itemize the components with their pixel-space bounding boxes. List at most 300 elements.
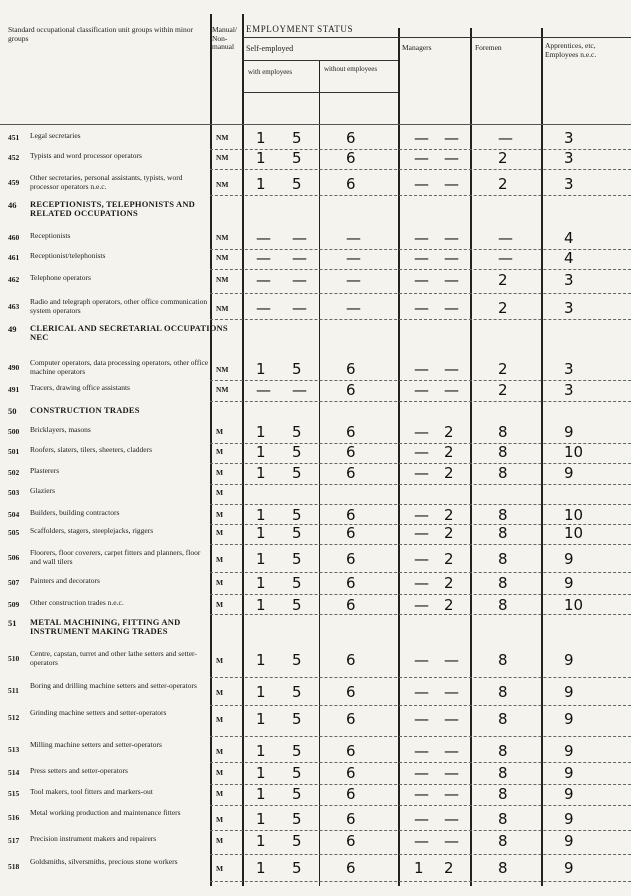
status-code-d: — bbox=[414, 710, 429, 728]
occupation-code: 462 bbox=[8, 275, 20, 284]
status-code-a: 1 bbox=[256, 175, 266, 193]
header-rule bbox=[242, 60, 398, 61]
row-separator bbox=[210, 319, 631, 320]
status-code-a: 1 bbox=[256, 506, 266, 524]
status-code-d: — bbox=[414, 271, 429, 289]
status-code-c: 6 bbox=[346, 360, 356, 378]
table-row bbox=[0, 130, 631, 150]
status-code-g: 3 bbox=[564, 381, 574, 399]
table-row bbox=[0, 547, 631, 573]
manual-nonmanual-code: M bbox=[216, 768, 224, 777]
status-code-g: 3 bbox=[564, 149, 574, 167]
status-code-e: 2 bbox=[444, 596, 454, 614]
status-code-a: 1 bbox=[256, 596, 266, 614]
status-code-f: 8 bbox=[498, 524, 508, 542]
status-code-c: 6 bbox=[346, 859, 356, 877]
status-code-g: 10 bbox=[564, 443, 584, 461]
status-code-b: — bbox=[292, 271, 307, 289]
status-code-a: 1 bbox=[256, 651, 266, 669]
table-row bbox=[0, 465, 631, 485]
status-code-d: — bbox=[414, 810, 429, 828]
occupation-code: 451 bbox=[8, 133, 20, 142]
occupation-title: Boring and drilling machine setters and setter-operators bbox=[30, 681, 197, 690]
status-code-c: 6 bbox=[346, 175, 356, 193]
group-heading-row bbox=[0, 404, 631, 422]
status-code-d: — bbox=[414, 175, 429, 193]
manual-nonmanual-code: M bbox=[216, 468, 224, 477]
status-code-g: 9 bbox=[564, 710, 574, 728]
status-code-c: 6 bbox=[346, 506, 356, 524]
status-code-f: 8 bbox=[498, 764, 508, 782]
status-code-b: 5 bbox=[292, 785, 302, 803]
status-code-g: 10 bbox=[564, 596, 584, 614]
table-row bbox=[0, 230, 631, 250]
status-code-e: 2 bbox=[444, 524, 454, 542]
status-code-a: — bbox=[256, 229, 271, 247]
status-code-a: 1 bbox=[256, 423, 266, 441]
status-code-f: 8 bbox=[498, 443, 508, 461]
manual-nonmanual-code: NM bbox=[216, 275, 229, 284]
status-code-e: 2 bbox=[444, 550, 454, 568]
occupation-code: 513 bbox=[8, 745, 20, 754]
status-code-b: 5 bbox=[292, 149, 302, 167]
occupation-code: 507 bbox=[8, 578, 20, 587]
occupation-code: 512 bbox=[8, 713, 20, 722]
table-row bbox=[0, 357, 631, 381]
occupation-title: Other construction trades n.e.c. bbox=[30, 598, 124, 607]
status-code-a: 1 bbox=[256, 810, 266, 828]
status-code-d: — bbox=[414, 506, 429, 524]
status-code-d: — bbox=[414, 464, 429, 482]
status-code-b: 5 bbox=[292, 683, 302, 701]
status-code-b: — bbox=[292, 299, 307, 317]
occupation-code: 510 bbox=[8, 654, 20, 663]
status-code-b: 5 bbox=[292, 524, 302, 542]
occupation-title: Metal working production and maintenance fitters bbox=[30, 808, 181, 817]
header-rule bbox=[242, 92, 398, 93]
table-row bbox=[0, 507, 631, 525]
occupation-code: 50 bbox=[8, 406, 17, 416]
status-code-f: 8 bbox=[498, 651, 508, 669]
header-rule bbox=[242, 37, 631, 38]
occupation-title: Grinding machine setters and setter-operators bbox=[30, 708, 167, 717]
occupation-title: METAL MACHINING, FITTING AND INSTRUMENT MAKING TRADES bbox=[30, 617, 181, 636]
manual-nonmanual-code: M bbox=[216, 836, 224, 845]
status-code-b: 5 bbox=[292, 764, 302, 782]
manual-nonmanual-code: M bbox=[216, 510, 224, 519]
status-code-e: — bbox=[444, 683, 459, 701]
status-code-e: 2 bbox=[444, 423, 454, 441]
occupation-title: Centre, capstan, turret and other lathe setters and setter-operators bbox=[30, 649, 197, 667]
occupation-title: Receptionists bbox=[30, 231, 71, 240]
manual-nonmanual-code: M bbox=[216, 815, 224, 824]
status-code-e: — bbox=[444, 810, 459, 828]
status-code-g: 9 bbox=[564, 764, 574, 782]
occupation-title: CONSTRUCTION TRADES bbox=[30, 405, 140, 415]
status-code-d: — bbox=[414, 764, 429, 782]
status-code-f: — bbox=[498, 229, 513, 247]
status-code-d: — bbox=[414, 550, 429, 568]
occupation-title: Computer operators, data processing operators, other office machine operators bbox=[30, 358, 209, 376]
status-code-a: 1 bbox=[256, 859, 266, 877]
status-code-d: — bbox=[414, 742, 429, 760]
status-code-c: — bbox=[346, 299, 361, 317]
status-code-b: 5 bbox=[292, 550, 302, 568]
status-code-d: — bbox=[414, 249, 429, 267]
header-apprentices: Apprentices, etc, Employees n.e.c. bbox=[545, 41, 597, 59]
status-code-b: 5 bbox=[292, 360, 302, 378]
status-code-g: 9 bbox=[564, 832, 574, 850]
status-code-d: — bbox=[414, 596, 429, 614]
manual-nonmanual-code: NM bbox=[216, 153, 229, 162]
status-code-e: — bbox=[444, 229, 459, 247]
status-code-c: 6 bbox=[346, 832, 356, 850]
status-code-b: 5 bbox=[292, 832, 302, 850]
status-code-c: 6 bbox=[346, 524, 356, 542]
status-code-g: 9 bbox=[564, 683, 574, 701]
status-code-d: — bbox=[414, 524, 429, 542]
status-code-g: 3 bbox=[564, 360, 574, 378]
group-heading-row bbox=[0, 616, 631, 646]
status-code-b: 5 bbox=[292, 175, 302, 193]
occupation-code: 506 bbox=[8, 553, 20, 562]
status-code-f: — bbox=[498, 249, 513, 267]
status-code-a: 1 bbox=[256, 360, 266, 378]
occupation-code: 505 bbox=[8, 528, 20, 537]
status-code-e: — bbox=[444, 764, 459, 782]
manual-nonmanual-code: NM bbox=[216, 304, 229, 313]
status-code-f: 8 bbox=[498, 859, 508, 877]
manual-nonmanual-code: M bbox=[216, 447, 224, 456]
status-code-c: 6 bbox=[346, 574, 356, 592]
status-code-c: — bbox=[346, 271, 361, 289]
occupation-code: 504 bbox=[8, 510, 20, 519]
status-code-f: 2 bbox=[498, 175, 508, 193]
occupation-code: 452 bbox=[8, 153, 20, 162]
occupation-title: Builders, building contractors bbox=[30, 508, 120, 517]
header-without-employees: without employees bbox=[324, 65, 378, 73]
status-code-b: 5 bbox=[292, 506, 302, 524]
status-code-b: 5 bbox=[292, 129, 302, 147]
occupation-code: 461 bbox=[8, 253, 20, 262]
status-code-d: — bbox=[414, 785, 429, 803]
row-separator bbox=[210, 195, 631, 196]
status-code-b: 5 bbox=[292, 710, 302, 728]
occupation-title: Glaziers bbox=[30, 486, 55, 495]
occupation-title: Roofers, slaters, tilers, sheeters, cladders bbox=[30, 445, 153, 454]
table-row bbox=[0, 856, 631, 882]
occupation-code: 511 bbox=[8, 686, 19, 695]
table-row bbox=[0, 525, 631, 545]
status-code-e: 2 bbox=[444, 574, 454, 592]
status-code-f: 8 bbox=[498, 596, 508, 614]
table-row bbox=[0, 833, 631, 855]
status-code-f: 8 bbox=[498, 574, 508, 592]
status-code-d: — bbox=[414, 683, 429, 701]
status-code-e: — bbox=[444, 129, 459, 147]
manual-nonmanual-code: M bbox=[216, 747, 224, 756]
status-code-c: 6 bbox=[346, 683, 356, 701]
row-separator bbox=[210, 805, 631, 806]
status-code-d: — bbox=[414, 229, 429, 247]
status-code-a: 1 bbox=[256, 524, 266, 542]
table-row bbox=[0, 786, 631, 806]
status-code-g: 9 bbox=[564, 550, 574, 568]
occupation-code: 459 bbox=[8, 178, 20, 187]
occupation-code: 518 bbox=[8, 862, 20, 871]
status-code-g: 4 bbox=[564, 229, 574, 247]
manual-nonmanual-code: M bbox=[216, 600, 224, 609]
status-code-a: 1 bbox=[256, 129, 266, 147]
status-code-e: — bbox=[444, 249, 459, 267]
table-row bbox=[0, 680, 631, 706]
status-code-g: 9 bbox=[564, 785, 574, 803]
occupation-code: 515 bbox=[8, 789, 20, 798]
row-separator bbox=[210, 293, 631, 294]
status-code-e: 2 bbox=[444, 443, 454, 461]
occupation-code: 516 bbox=[8, 813, 20, 822]
status-code-a: 1 bbox=[256, 550, 266, 568]
table-row bbox=[0, 707, 631, 737]
occupation-title: Precision instrument makers and repairers bbox=[30, 834, 157, 843]
table-row bbox=[0, 250, 631, 270]
status-code-c: 6 bbox=[346, 381, 356, 399]
status-code-d: — bbox=[414, 651, 429, 669]
row-separator bbox=[210, 881, 631, 882]
occupation-title: RECEPTIONISTS, TELEPHONISTS AND RELATED OCCUPATIONS bbox=[30, 199, 195, 218]
occupation-code: 501 bbox=[8, 447, 20, 456]
occupation-code: 460 bbox=[8, 233, 20, 242]
status-code-c: 6 bbox=[346, 464, 356, 482]
occupation-code: 500 bbox=[8, 427, 20, 436]
status-code-c: 6 bbox=[346, 710, 356, 728]
status-code-g: 10 bbox=[564, 506, 584, 524]
occupation-title: Plasterers bbox=[30, 466, 60, 475]
status-code-e: — bbox=[444, 651, 459, 669]
status-code-b: 5 bbox=[292, 464, 302, 482]
status-code-a: 1 bbox=[256, 464, 266, 482]
occupation-code: 509 bbox=[8, 600, 20, 609]
occupation-title: Legal secretaries bbox=[30, 131, 81, 140]
table-row bbox=[0, 444, 631, 464]
occupation-title: Radio and telegraph operators, other office communication system operators bbox=[30, 297, 208, 315]
header-with-employees: with employees bbox=[248, 68, 293, 76]
status-code-d: — bbox=[414, 299, 429, 317]
status-code-d: — bbox=[414, 360, 429, 378]
status-code-e: — bbox=[444, 360, 459, 378]
occupation-title: Telephone operators bbox=[30, 273, 91, 282]
occupation-title: Scaffolders, stagers, steeplejacks, riggers bbox=[30, 526, 154, 535]
status-code-g: 9 bbox=[564, 651, 574, 669]
status-code-f: 8 bbox=[498, 550, 508, 568]
table-row bbox=[0, 765, 631, 785]
status-code-a: 1 bbox=[256, 683, 266, 701]
occupation-code: 503 bbox=[8, 488, 20, 497]
manual-nonmanual-code: M bbox=[216, 555, 224, 564]
row-separator bbox=[210, 736, 631, 737]
status-code-f: 8 bbox=[498, 832, 508, 850]
status-code-d: — bbox=[414, 574, 429, 592]
status-code-f: — bbox=[498, 129, 513, 147]
status-code-e: 2 bbox=[444, 859, 454, 877]
table-row bbox=[0, 807, 631, 831]
occupation-title: Other secretaries, personal assistants, typists, word processor operators n.e.c. bbox=[30, 173, 183, 191]
status-code-f: 8 bbox=[498, 810, 508, 828]
manual-nonmanual-code: M bbox=[216, 488, 224, 497]
row-separator bbox=[210, 762, 631, 763]
status-code-c: — bbox=[346, 229, 361, 247]
row-separator bbox=[210, 401, 631, 402]
status-code-a: 1 bbox=[256, 742, 266, 760]
status-code-g: 4 bbox=[564, 249, 574, 267]
status-code-g: 3 bbox=[564, 299, 574, 317]
status-code-g: 3 bbox=[564, 175, 574, 193]
header-foremen: Foremen bbox=[475, 43, 502, 52]
row-separator bbox=[210, 677, 631, 678]
header-managers: Managers bbox=[402, 43, 432, 52]
manual-nonmanual-code: NM bbox=[216, 365, 229, 374]
occupation-code: 490 bbox=[8, 363, 20, 372]
table-row bbox=[0, 272, 631, 294]
status-code-g: 9 bbox=[564, 464, 574, 482]
header-classification: Standard occupational classification unit groups within minor groups bbox=[8, 25, 193, 43]
occupation-title: Painters and decorators bbox=[30, 576, 100, 585]
status-code-f: 2 bbox=[498, 381, 508, 399]
status-code-e: — bbox=[444, 381, 459, 399]
row-separator bbox=[210, 854, 631, 855]
status-code-e: 2 bbox=[444, 464, 454, 482]
occupation-code: 46 bbox=[8, 200, 17, 210]
header-rule bbox=[0, 124, 631, 125]
status-code-b: 5 bbox=[292, 742, 302, 760]
status-code-e: — bbox=[444, 175, 459, 193]
occupation-title: Press setters and setter-operators bbox=[30, 766, 128, 775]
manual-nonmanual-code: M bbox=[216, 528, 224, 537]
status-code-g: 9 bbox=[564, 742, 574, 760]
status-code-g: 9 bbox=[564, 859, 574, 877]
status-code-c: 6 bbox=[346, 785, 356, 803]
occupation-code: 517 bbox=[8, 836, 20, 845]
status-code-b: 5 bbox=[292, 810, 302, 828]
status-code-d: — bbox=[414, 129, 429, 147]
status-code-f: 2 bbox=[498, 299, 508, 317]
status-code-e: — bbox=[444, 271, 459, 289]
status-code-g: 3 bbox=[564, 271, 574, 289]
status-code-c: 6 bbox=[346, 443, 356, 461]
status-code-c: — bbox=[346, 249, 361, 267]
status-code-a: 1 bbox=[256, 832, 266, 850]
header-manual: Manual/ Non-manual bbox=[212, 25, 237, 51]
manual-nonmanual-code: M bbox=[216, 715, 224, 724]
row-separator bbox=[210, 269, 631, 270]
status-code-e: — bbox=[444, 710, 459, 728]
status-code-c: 6 bbox=[346, 550, 356, 568]
status-code-a: 1 bbox=[256, 443, 266, 461]
occupation-code: 502 bbox=[8, 468, 20, 477]
status-code-c: 6 bbox=[346, 596, 356, 614]
status-code-c: 6 bbox=[346, 742, 356, 760]
manual-nonmanual-code: M bbox=[216, 427, 224, 436]
status-code-e: — bbox=[444, 832, 459, 850]
manual-nonmanual-code: NM bbox=[216, 133, 229, 142]
status-code-b: 5 bbox=[292, 423, 302, 441]
row-separator bbox=[210, 594, 631, 595]
status-code-f: 8 bbox=[498, 506, 508, 524]
occupation-title: Floorers, floor coverers, carpet fitters and planners, floor and wall tilers bbox=[30, 548, 201, 566]
row-separator bbox=[210, 169, 631, 170]
status-code-d: 1 bbox=[414, 859, 424, 877]
status-code-d: — bbox=[414, 443, 429, 461]
occupation-title: Typists and word processor operators bbox=[30, 151, 142, 160]
status-code-e: — bbox=[444, 299, 459, 317]
status-code-f: 8 bbox=[498, 464, 508, 482]
status-code-b: 5 bbox=[292, 859, 302, 877]
status-code-e: 2 bbox=[444, 506, 454, 524]
group-heading-row bbox=[0, 198, 631, 226]
status-code-d: — bbox=[414, 832, 429, 850]
status-code-a: 1 bbox=[256, 149, 266, 167]
header-employment-status: EMPLOYMENT STATUS bbox=[246, 24, 354, 34]
status-code-a: — bbox=[256, 249, 271, 267]
manual-nonmanual-code: M bbox=[216, 688, 224, 697]
status-code-g: 10 bbox=[564, 524, 584, 542]
manual-nonmanual-code: NM bbox=[216, 233, 229, 242]
status-code-f: 8 bbox=[498, 785, 508, 803]
status-code-f: 8 bbox=[498, 423, 508, 441]
status-code-b: 5 bbox=[292, 596, 302, 614]
occupation-title: CLERICAL AND SECRETARIAL OCCUPATIONS NEC bbox=[30, 323, 228, 342]
status-code-d: — bbox=[414, 423, 429, 441]
status-code-e: — bbox=[444, 742, 459, 760]
occupation-title: Receptionist/telephonists bbox=[30, 251, 106, 260]
status-code-a: — bbox=[256, 299, 271, 317]
status-code-f: 8 bbox=[498, 683, 508, 701]
status-code-b: — bbox=[292, 381, 307, 399]
status-code-f: 2 bbox=[498, 271, 508, 289]
occupation-title: Bricklayers, masons bbox=[30, 425, 91, 434]
manual-nonmanual-code: NM bbox=[216, 253, 229, 262]
status-code-a: — bbox=[256, 381, 271, 399]
header-self-employed: Self-employed bbox=[246, 44, 294, 53]
table-row bbox=[0, 597, 631, 615]
occupation-code: 514 bbox=[8, 768, 20, 777]
status-code-a: 1 bbox=[256, 710, 266, 728]
status-code-b: 5 bbox=[292, 443, 302, 461]
status-code-c: 6 bbox=[346, 423, 356, 441]
table-row bbox=[0, 296, 631, 320]
status-code-a: 1 bbox=[256, 764, 266, 782]
status-code-a: 1 bbox=[256, 574, 266, 592]
occupation-title: Milling machine setters and setter-operators bbox=[30, 740, 162, 749]
status-code-b: — bbox=[292, 229, 307, 247]
status-code-g: 9 bbox=[564, 574, 574, 592]
occupation-code: 463 bbox=[8, 302, 20, 311]
status-code-g: 9 bbox=[564, 810, 574, 828]
table-row bbox=[0, 424, 631, 444]
row-separator bbox=[210, 705, 631, 706]
status-code-f: 8 bbox=[498, 742, 508, 760]
occupation-title: Tool makers, tool fitters and markers-out bbox=[30, 787, 153, 796]
status-code-e: — bbox=[444, 149, 459, 167]
row-separator bbox=[210, 504, 631, 505]
table-row bbox=[0, 382, 631, 402]
status-code-f: 8 bbox=[498, 710, 508, 728]
status-code-d: — bbox=[414, 149, 429, 167]
status-code-d: — bbox=[414, 381, 429, 399]
manual-nonmanual-code: M bbox=[216, 789, 224, 798]
table-row bbox=[0, 150, 631, 170]
manual-nonmanual-code: M bbox=[216, 656, 224, 665]
